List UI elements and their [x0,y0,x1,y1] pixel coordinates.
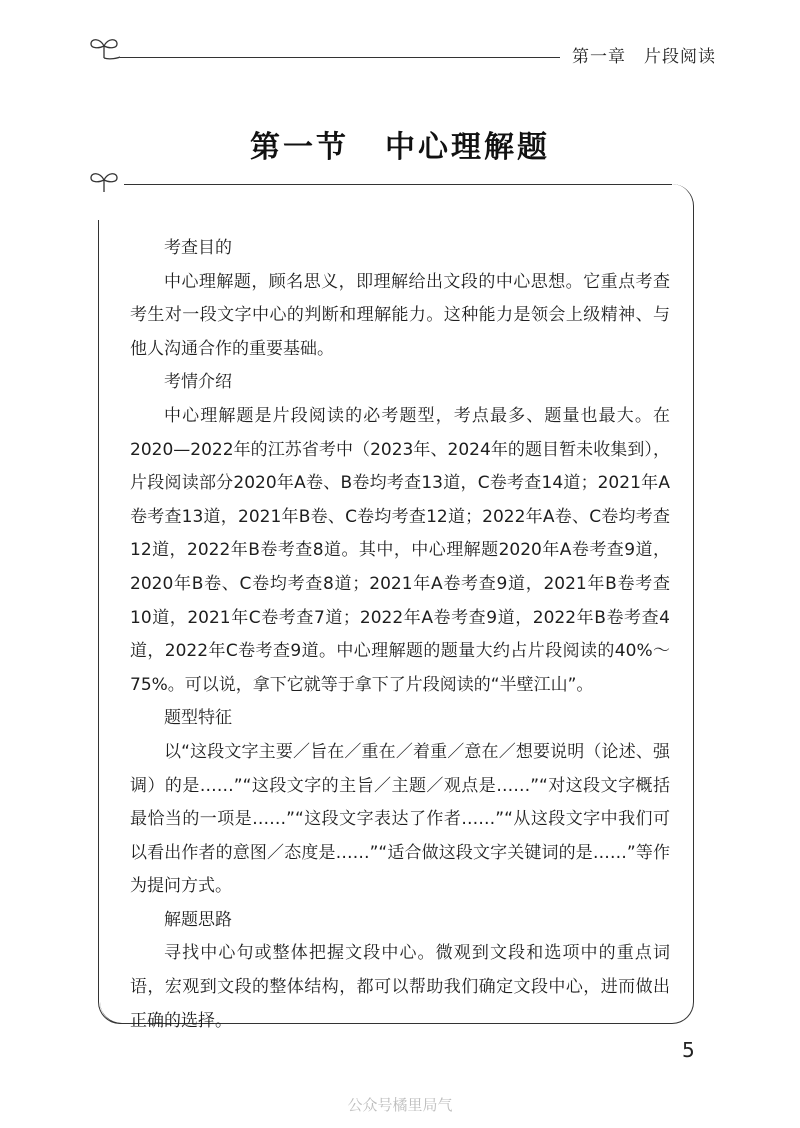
section-heading-question-features: 题型特征 [164,708,232,729]
running-header [572,42,716,67]
header-rule [120,57,560,58]
section-text-purpose: 中心理解题，顾名思义，即理解给出文段的中心思想。它重点考查考生对一段文字中心的判断和理解能力。这种能力是领会上级精神、与他人沟通合作的重要基础。 [130,271,670,359]
page-number: 5 [682,1038,695,1062]
section-text-exam-info: 中心理解题是片段阅读的必考题型，考点最多、题量也最大。在2020—2022年的江苏省考中（2023年、2024年的题目暂未收集到），片段阅读部分2020年A卷、B卷均考查13道，C卷考查14道；2021年A卷考查13道，2021年B卷、C卷均考查12道；2022年A卷、C卷均考查12道，2022年B卷考查8道。其中，中心理解题2020年A卷考查9道，2020年B卷、C卷均考查8道；2021年A卷考查9道，2021年B卷考查10道，2021年C卷考查7道；2022年A卷考查9道，2022年B卷考查4道，2022年C卷考查9道。中心理解题的题量大约占片段阅读的40%～75%。可以说，拿下它就等于拿下了片段阅读的“半壁江山”。 [130,405,670,695]
section-heading-exam-info: 考情介绍 [164,372,232,393]
content-body [130,232,670,1038]
sprout-icon [88,34,120,60]
content-frame-left [98,220,99,1000]
chapter-title: 片段阅读 [644,47,716,67]
section-number: 第一节 [250,130,349,165]
section-name: 中心理解题 [385,130,550,165]
content-frame-corner [98,998,124,1024]
chapter-label: 第一章 [572,47,626,67]
section-text-question-features: 以“这段文字主要／旨在／重在／着重／意在／想要说明（论述、强调）的是……”“这段文字的主旨／主题／观点是……”“对这段文字概括最恰当的一项是……”“这段文字表达了作者……”“从这段文字中我们可以看出作者的意图／态度是……”“适合做这段文字关键词的是……”等作为提问方式。 [130,741,670,897]
section-heading-purpose: 考查目的 [164,238,232,258]
section-text-solution-approach: 寻找中心句或整体把握文段中心。微观到文段和选项中的重点词语，宏观到文段的整体结构，都可以帮助我们确定文段中心，进而做出正确的选择。 [130,943,670,1031]
section-heading-solution-approach: 解题思路 [164,909,232,930]
watermark: 公众号橘里局气 [347,1096,453,1114]
section-title [0,122,800,166]
